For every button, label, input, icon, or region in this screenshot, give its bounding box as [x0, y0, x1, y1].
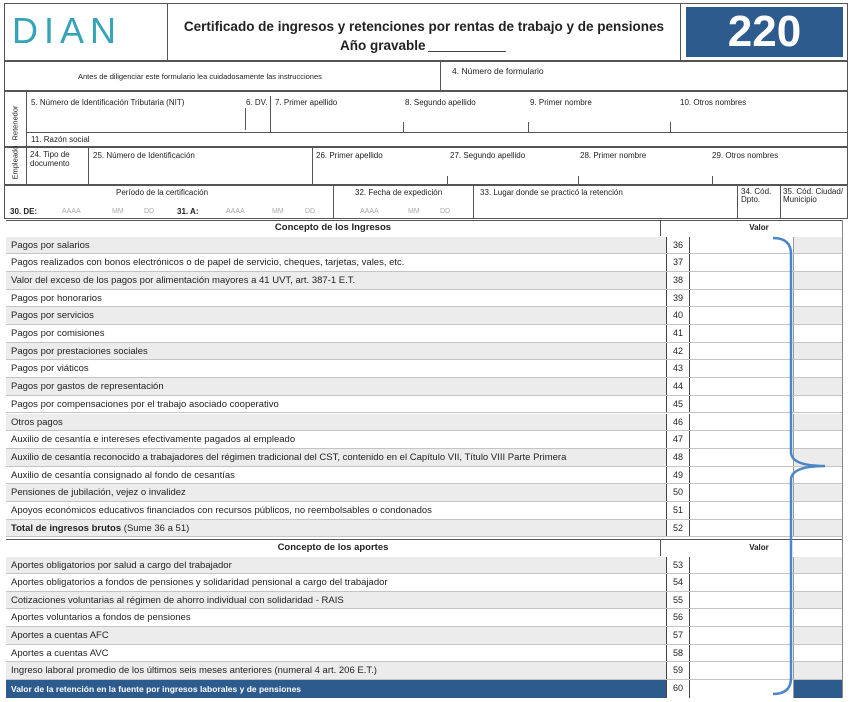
empleado-side-label: Empleado: [10, 145, 20, 180]
ingreso-row: [6, 484, 842, 502]
ingreso-row: [6, 378, 842, 396]
field-29-label: 29. Otros nombres: [712, 151, 779, 160]
field-34-label: 34. Cód. Dpto.: [741, 187, 772, 204]
ingreso-row-label: Pagos por servicios: [11, 310, 94, 322]
field-33-label: 33. Lugar donde se practicó la retención: [480, 188, 623, 197]
ingreso-row: [6, 343, 842, 361]
aporte-row-number: 54: [666, 574, 690, 591]
aporte-row-label: Aportes obligatorios a fondos de pensiones y solidaridad pensional a cargo del trabajador: [11, 577, 388, 589]
field-10-label: 10. Otros nombres: [680, 98, 747, 107]
aporte-row-number: 55: [666, 592, 690, 609]
logo-text: DIAN: [12, 13, 123, 49]
ingreso-row-number: 39: [666, 290, 690, 307]
to-day-placeholder[interactable]: DD: [305, 208, 316, 215]
ingreso-row-label: Auxilio de cesantía e intereses efectivamente pagados al empleado: [11, 434, 296, 446]
period-label: Período de la certificación: [116, 188, 209, 197]
ingreso-row-number: 42: [666, 343, 690, 360]
field-26-label: 26. Primer apellido: [316, 151, 383, 160]
ingreso-row: [6, 237, 842, 255]
ingresos-header-title: Concepto de los Ingresos: [274, 222, 392, 233]
form-number-box: 220: [686, 7, 843, 57]
ingreso-row-number: 36: [666, 237, 690, 254]
field-28-label: 28. Primer nombre: [580, 151, 647, 160]
field-25-label: 25. Número de Identificación: [93, 151, 195, 160]
year-label: Año gravable: [340, 38, 426, 53]
ingreso-row-number: 45: [666, 396, 690, 413]
aportes-header-title: Concepto de los aportes: [277, 542, 389, 553]
ingreso-row-number: 40: [666, 307, 690, 324]
total-ingresos-row: [6, 520, 842, 538]
ingresos-valor-header: Valor: [749, 223, 769, 232]
ingreso-row-label: Apoyos económicos educativos financiados con recursos públicos, no reembolsables o condonados: [11, 505, 432, 516]
aporte-row-number: 59: [666, 662, 690, 679]
place-input[interactable]: [476, 198, 734, 217]
ingreso-row-label: Valor del exceso de los pagos por alimentación mayores a 41 UVT, art. 387-1 E.T.: [11, 274, 356, 286]
field-27-label: 27. Segundo apellido: [450, 151, 526, 160]
aporte-row: [6, 592, 842, 610]
aporte-row-label: Aportes a cuentas AFC: [11, 629, 109, 641]
retencion-label: Valor de la retención en la fuente por ingresos laborales y de pensiones: [11, 684, 302, 694]
field-9-label: 9. Primer nombre: [530, 98, 592, 107]
empleado-name-input[interactable]: [314, 162, 842, 175]
aporte-row: [6, 627, 842, 645]
ingreso-row-label: Pagos por gastos de representación: [11, 381, 164, 393]
aporte-row-label: Cotizaciones voluntarias al régimen de ahorro individual con solidaridad - RAIS: [11, 594, 344, 606]
ingreso-row-label: Pagos realizados con bonos electrónicos o de papel de servicio, cheques, tarjetas, vales, etc.: [11, 257, 405, 269]
aporte-row: [6, 645, 842, 663]
total-ingresos-note: (Sume 36 a 51): [121, 522, 190, 534]
ingreso-row-label: Pensiones de jubilación, vejez o invalidez: [11, 487, 186, 499]
issue-year-placeholder[interactable]: AAAA: [360, 208, 379, 215]
ingreso-row: [6, 414, 842, 432]
nit-input[interactable]: [30, 109, 244, 129]
ingreso-row-number: 50: [666, 484, 690, 501]
field-4-label: 4. Número de formulario: [452, 66, 544, 76]
aportes-valor-header: Valor: [749, 543, 769, 552]
total-ingresos-number: 52: [666, 520, 690, 537]
ingreso-row-label: Pagos por honorarios: [11, 292, 102, 304]
field-7-label: 7. Primer apellido: [275, 98, 338, 107]
to-month-placeholder[interactable]: MM: [272, 208, 284, 215]
to-year-placeholder[interactable]: AAAA: [226, 208, 245, 215]
ingreso-row-label: Pagos por prestaciones sociales: [11, 345, 148, 357]
field-32-label: 32. Fecha de expedición: [355, 188, 443, 197]
ingreso-row: [6, 325, 842, 343]
doc-type-input[interactable]: [28, 170, 86, 183]
dv-input[interactable]: [246, 109, 269, 129]
retencion-row: [6, 680, 842, 698]
total-ingresos-bold: Total de ingresos brutos: [11, 522, 122, 534]
field-5-label: 5. Número de Identificación Tributaria (NIT): [31, 98, 185, 107]
ingreso-row-number: 41: [666, 325, 690, 342]
issue-day-placeholder[interactable]: DD: [440, 208, 451, 215]
field-8-label: 8. Segundo apellido: [405, 98, 476, 107]
field-11-label: 11. Razón social: [31, 135, 90, 144]
from-year-placeholder[interactable]: AAAA: [62, 208, 81, 215]
form-title: Certificado de ingresos y retenciones por rentas de trabajo y de pensiones: [183, 19, 665, 34]
dian-logo: [12, 13, 162, 49]
ingreso-row: [6, 254, 842, 272]
retenedor-name-input[interactable]: [272, 109, 842, 129]
period-from-label: 30. DE:: [10, 207, 38, 216]
instructions-text: Antes de diligenciar este formulario lea cuidadosamente las instrucciones: [78, 72, 322, 81]
ingreso-row-number: 47: [666, 431, 690, 448]
aporte-row: [6, 609, 842, 627]
aporte-row-label: Aportes a cuentas AVC: [11, 647, 109, 659]
year-input[interactable]: [428, 51, 506, 52]
aporte-row-label: Aportes voluntarios a fondos de pensiones: [11, 612, 191, 624]
ingreso-row-number: 48: [666, 449, 690, 466]
doc-number-input[interactable]: [90, 162, 310, 183]
total-ingresos-label: [11, 523, 189, 534]
aporte-row-number: 56: [666, 609, 690, 626]
ingreso-row-number: 49: [666, 467, 690, 484]
aporte-row: [6, 662, 842, 680]
brace-annotation: [765, 234, 835, 698]
ingreso-row-label: Pagos por compensaciones por el trabajo asociado cooperativo: [11, 398, 279, 410]
ingreso-row: [6, 290, 842, 308]
aporte-row-label: Aportes obligatorios por salud a cargo del trabajador: [11, 559, 232, 571]
aporte-row-label: Ingreso laboral promedio de los últimos seis meses anteriores (numeral 4 art. 206 E.T.): [11, 665, 377, 677]
ingreso-row-label: Auxilio de cesantía consignado al fondo de cesantías: [11, 469, 235, 481]
ingreso-row: [6, 502, 842, 520]
ingreso-row: [6, 307, 842, 325]
ingreso-row-number: 37: [666, 254, 690, 271]
ingreso-row-label: Pagos por salarios: [11, 239, 90, 251]
field-6-label: 6. DV.: [246, 98, 268, 107]
retencion-number: 60: [666, 680, 690, 698]
razon-social-input[interactable]: [100, 134, 842, 146]
issue-month-placeholder[interactable]: MM: [408, 208, 420, 215]
ingreso-row-label: Pagos por viáticos: [11, 363, 89, 375]
ingreso-row-number: 51: [666, 502, 690, 519]
ingreso-row-number: 43: [666, 360, 690, 377]
field-4-input[interactable]: [445, 76, 843, 89]
from-day-placeholder[interactable]: DD: [144, 208, 155, 215]
ingreso-row-label: Otros pagos: [11, 416, 63, 428]
aporte-row: [6, 557, 842, 575]
field-35-label: 35. Cód. Ciudad/ Municipio: [783, 187, 844, 204]
ingreso-row: [6, 396, 842, 414]
aporte-row-number: 58: [666, 645, 690, 662]
from-month-placeholder[interactable]: MM: [112, 208, 124, 215]
aporte-row-number: 57: [666, 627, 690, 644]
ingreso-row-label: Auxilio de cesantía reconocido a trabajadores del régimen tradicional del CST, contenido en el Capítulo VII, Título VIII Parte Primera: [11, 451, 567, 463]
ingreso-row: [6, 449, 842, 467]
ingreso-row-number: 44: [666, 378, 690, 395]
aporte-row-number: 53: [666, 557, 690, 574]
ingreso-row: [6, 272, 842, 290]
aporte-row: [6, 574, 842, 592]
retenedor-side-label: Retenedor: [10, 105, 20, 141]
ingreso-row: [6, 431, 842, 449]
ingreso-row-number: 46: [666, 414, 690, 431]
period-to-label: 31. A:: [177, 207, 199, 216]
ingreso-row: [6, 467, 842, 485]
ingreso-row-label: Pagos por comisiones: [11, 328, 105, 339]
field-24-label: 24. Tipo de documento: [30, 150, 70, 168]
ingreso-row-number: 38: [666, 272, 690, 289]
ingreso-row: [6, 360, 842, 378]
